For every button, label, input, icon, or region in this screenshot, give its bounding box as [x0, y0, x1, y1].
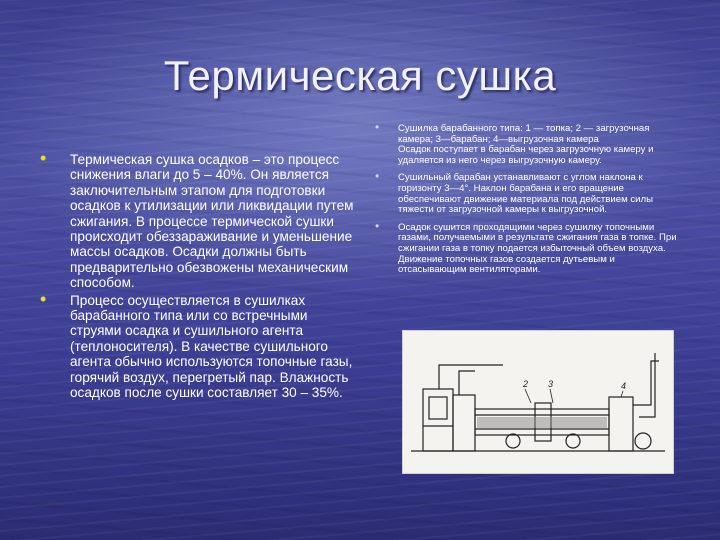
diagram-label-2: 2 [523, 379, 529, 389]
left-bullet-text: Термическая сушка осадков – это процесс снижения влаги до 5 – 40%. Он является заключительным этапом для подготовки осадков к утилизации или ликвидации путем сжигания. В процессе термической сушки происходит обеззараживание и уменьшение массы осадков. Осадки должны быть предварительно обезвожены механическим способом. [70, 152, 354, 291]
bullet-icon: • [40, 288, 47, 309]
drum-dryer-diagram [402, 330, 674, 474]
right-bullet-item [372, 218, 682, 276]
diagram-label-4: 4 [621, 381, 627, 391]
left-bullet-list [40, 148, 360, 403]
bullet-icon: • [375, 120, 380, 134]
right-bullet-text: Сушилка барабанного типа: 1 — топка; 2 — загрузочная камера; 3—барабан; 4—выгрузочная камера Осадок поступает в барабан через загрузочную камеру и удаляется из него через выгрузочную камеру. [398, 123, 654, 166]
slide-title: Термическая сушка [163, 52, 557, 99]
bullet-icon: • [375, 218, 380, 233]
bullet-icon: • [375, 169, 380, 184]
drum-dryer-drawing [403, 331, 673, 473]
left-bullet-item [40, 148, 360, 291]
left-bullet-text: Процесс осуществляется в сушилках барабанного типа или со встречными струями осадка и сушильного агента (теплоносителя). В качестве сушильного агента обычно используются топочные газы, горячий воздух, перегретый пар. Влажность осадков после сушки составляет 30 – 35%. [70, 292, 353, 401]
right-bullet-item [372, 169, 682, 216]
diagram-label-3: 3 [548, 379, 554, 389]
bullet-icon: • [40, 148, 47, 168]
right-bullet-text: Осадок сушится проходящими через сушилку топочными газами, получаемыми в результате сжигания газа в топке. При сжигании газа в топку подается избыточный объем воздуха. Движение топочных газов создается дутьевым и отсасывающим вентиляторами. [398, 221, 677, 276]
right-bullet-text: Сушильный барабан устанавливают с углом наклона к горизонту 3—4°. Наклон барабана и его вращение обеспечивают движение материала под действием силы тяжести от загрузочной камеры к выгрузочной. [398, 172, 653, 216]
right-bullet-list [372, 120, 682, 283]
left-bullet-item [40, 288, 360, 401]
right-bullet-item [372, 120, 682, 166]
